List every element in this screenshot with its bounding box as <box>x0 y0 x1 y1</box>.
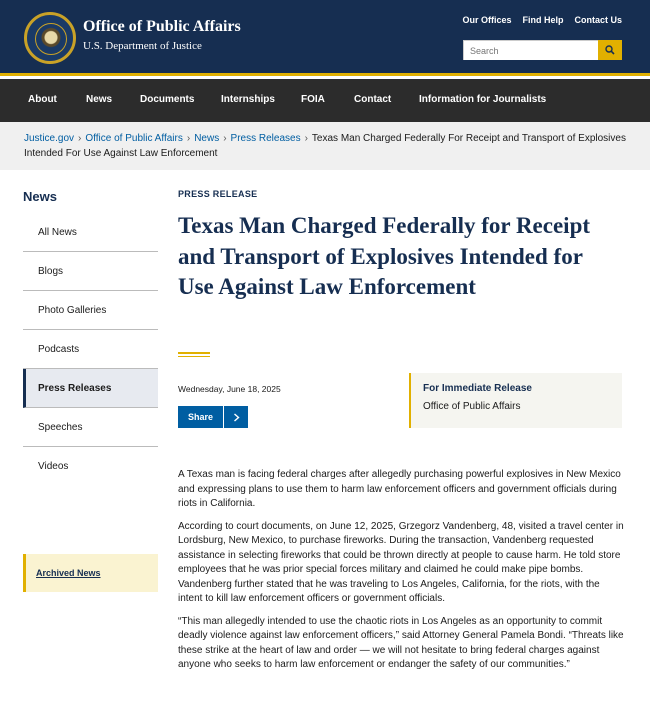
nav-item-documents[interactable]: Documents <box>140 94 195 105</box>
page-title: Texas Man Charged Federally for Receipt and Transport of Explosives Intended for Use Against Law Enforcement <box>178 213 591 299</box>
release-title: For Immediate Release <box>423 383 532 394</box>
sidebar-item-photo-galleries[interactable]: Photo Galleries <box>23 291 158 330</box>
breadcrumb-link-press-releases[interactable]: Press Releases <box>230 133 301 144</box>
article-eyebrow: PRESS RELEASE <box>178 189 258 199</box>
breadcrumb-separator-icon: › <box>223 133 227 144</box>
sidebar-item-blogs[interactable]: Blogs <box>23 252 158 291</box>
site-header <box>0 0 650 76</box>
search-icon <box>605 45 615 55</box>
nav-item-foia[interactable]: FOIA <box>301 94 325 105</box>
archived-news-link[interactable]: Archived News <box>23 554 158 592</box>
sidebar-title: News <box>23 189 57 204</box>
util-link-find-help[interactable]: Find Help <box>522 15 564 25</box>
nav-item-about[interactable]: About <box>28 94 57 105</box>
nav-item-contact[interactable]: Contact <box>354 94 392 105</box>
sidebar-item-press-releases[interactable]: Press Releases <box>23 369 158 408</box>
breadcrumb-link-opa[interactable]: Office of Public Affairs <box>85 133 183 144</box>
release-office: Office of Public Affairs <box>423 401 521 412</box>
agency-name[interactable]: Office of Public Affairs <box>83 18 241 35</box>
search-field[interactable] <box>463 40 599 60</box>
article-paragraph: “This man allegedly intended to use the chaotic riots in Los Angeles as an opportunity to commit deadly violence against law enforcement officers,” said Attorney General Pamela Bondi. “Threats like these strike at the heart of law and order — we will not hesitate to bring federal charges against anyone who seeks to harm law enforcement or endanger the safety of our communities.” <box>178 615 624 670</box>
share-label[interactable]: Share <box>178 406 223 428</box>
nav-item-internships[interactable]: Internships <box>221 94 275 105</box>
sidebar-item-podcasts[interactable]: Podcasts <box>23 330 158 369</box>
breadcrumb <box>0 122 650 170</box>
search-input[interactable] <box>464 42 598 60</box>
sidebar-item-all-news[interactable]: All News <box>23 213 158 252</box>
breadcrumb-separator-icon: › <box>186 133 191 144</box>
article-paragraph: A Texas man is facing federal charges after allegedly purchasing powerful explosives in New Mexico and expressing plans to use them to harm law enforcement officers and government officials during riots in California. <box>178 469 621 509</box>
department-name[interactable]: U.S. Department of Justice <box>83 40 202 52</box>
main-nav <box>0 79 650 122</box>
util-link-our-offices[interactable]: Our Offices <box>462 15 512 25</box>
title-divider <box>178 356 210 357</box>
article-paragraph: According to court documents, on June 12, 2025, Grzegorz Vandenberg, 48, visited a travel center in Lordsburg, New Mexico, to purchase fireworks. During the transaction, Vandenberg requested assistance in selecting fireworks that could be thrown directly at people to cause harm. He told store employees that he was prior special forces military and claimed he could make pipe bombs. Vandenberg further stated that he was traveling to Los Angeles, California, for the riots, with the intent to kill law enforcement officers or government officials. <box>178 520 624 604</box>
title-divider <box>178 352 210 354</box>
breadcrumb-link-news[interactable]: News <box>194 133 220 144</box>
breadcrumb-current: Texas Man Charged Federally For Receipt and Transport of Explosives Intended For Use Against Law Enforcement <box>24 133 626 159</box>
chevron-right-icon[interactable] <box>224 406 248 428</box>
doj-seal-icon[interactable] <box>24 12 76 64</box>
sidebar-item-videos[interactable]: Videos <box>38 461 69 472</box>
utility-links <box>462 15 622 25</box>
breadcrumb-separator-icon: › <box>78 133 82 144</box>
article-body <box>178 468 626 681</box>
sidebar-nav <box>23 213 158 486</box>
search-button[interactable] <box>598 40 622 60</box>
breadcrumb-link-justice[interactable]: Justice.gov <box>24 133 75 144</box>
sidebar-item-speeches[interactable]: Speeches <box>23 408 158 447</box>
breadcrumb-separator-icon: › <box>304 133 308 144</box>
share-button[interactable] <box>178 406 248 428</box>
nav-item-journalists[interactable]: Information for Journalists <box>419 94 547 105</box>
nav-item-news[interactable]: News <box>86 94 113 105</box>
util-link-contact-us[interactable]: Contact Us <box>574 15 622 25</box>
publish-date: Wednesday, June 18, 2025 <box>178 384 281 394</box>
release-info-box <box>409 373 622 428</box>
